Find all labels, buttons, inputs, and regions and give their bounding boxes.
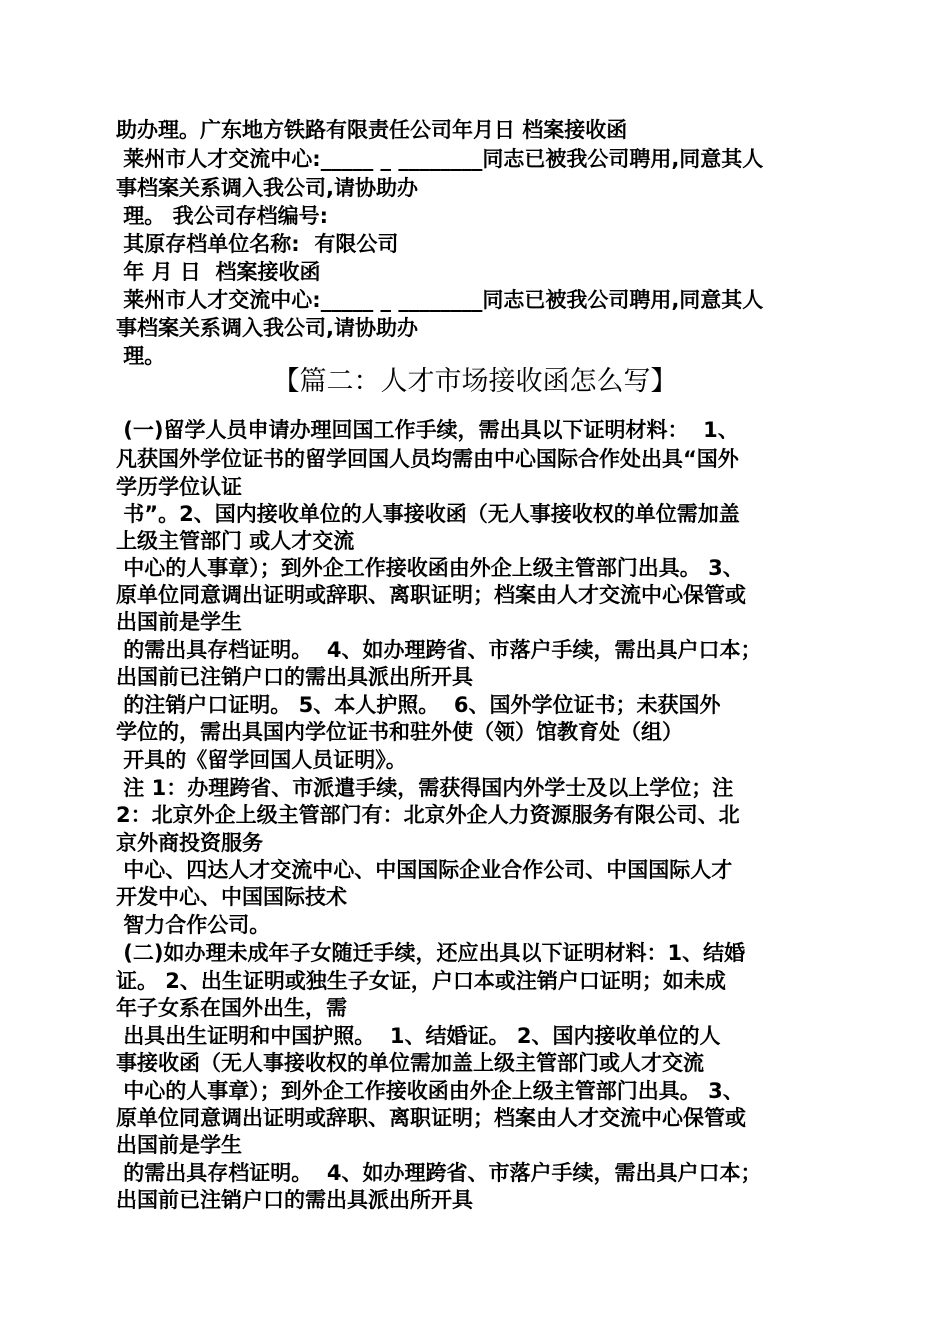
text-line: 上级主管部门 或人才交流 <box>116 529 355 553</box>
text-line: (二)如办理未成年子女随迁手续，还应出具以下证明材料：1、结婚 <box>116 941 746 965</box>
text-line: 的需出具存档证明。 4、如办理跨省、市落户手续，需出具户口本； <box>116 1161 762 1185</box>
text-line: 凡获国外学位证书的留学回国人员均需由中心国际合作处出具“国外 <box>116 447 739 471</box>
text-line: 出国前是学生 <box>116 1133 242 1157</box>
text-line: 出国前已注销户口的需出具派出所开具 <box>116 665 473 689</box>
text-line: 智力合作公司。 <box>116 913 271 937</box>
text-line: 其原存档单位名称: 有限公司 <box>116 232 399 256</box>
text-line: 开发中心、中国国际技术 <box>116 885 347 909</box>
text-line: 书”。2、国内接收单位的人事接收函（无人事接收权的单位需加盖 <box>116 502 740 526</box>
text-line: 京外商投资服务 <box>116 831 263 855</box>
text-line: 原单位同意调出证明或辞职、离职证明；档案由人才交流中心保管或 <box>116 583 746 607</box>
text-line: 的需出具存档证明。 4、如办理跨省、市落户手续，需出具户口本； <box>116 638 762 662</box>
text-line: 年 月 日 档案接收函 <box>116 260 321 284</box>
text-line: 理。 <box>116 344 166 368</box>
text-line: 注 1：办理跨省、市派遣手续，需获得国内外学士及以上学位；注 <box>116 776 734 800</box>
text-line: 事接收函（无人事接收权的单位需加盖上级主管部门或人才交流 <box>116 1051 704 1075</box>
text-line: 中心的人事章）；到外企工作接收函由外企上级主管部门出具。 3、 <box>116 1079 744 1103</box>
text-line: 学位的，需出具国内学位证书和驻外使（领）馆教育处（组） <box>116 720 683 744</box>
text-line: 开具的《留学回国人员证明》。 <box>116 748 407 772</box>
text-line: 莱州市人才交流中心:_____ _ ________同志已被我公司聘用,同意其人 <box>116 288 764 312</box>
text-line: 理。 我公司存档编号: <box>116 204 329 228</box>
text-line: 出国前已注销户口的需出具派出所开具 <box>116 1188 473 1212</box>
text-line: 的注销户口证明。 5、本人护照。 6、国外学位证书；未获国外 <box>116 693 721 717</box>
text-line: 莱州市人才交流中心:_____ _ ________同志已被我公司聘用,同意其人 <box>116 147 764 171</box>
text-line: 助办理。广东地方铁路有限责任公司年月日 档案接收函 <box>116 118 628 142</box>
text-line: 学历学位认证 <box>116 475 242 499</box>
text-line: 事档案关系调入我公司,请协助办 <box>116 316 418 340</box>
text-line: 中心、四达人才交流中心、中国国际企业合作公司、中国国际人才 <box>116 858 733 882</box>
section-heading: 【篇二：人才市场接收函怎么写】 <box>272 366 678 397</box>
text-line: 出具出生证明和中国护照。 1、结婚证。 2、国内接收单位的人 <box>116 1024 721 1048</box>
text-line: 证。 2、出生证明或独生子女证，户口本或注销户口证明；如未成 <box>116 969 726 993</box>
text-line: 中心的人事章）；到外企工作接收函由外企上级主管部门出具。 3、 <box>116 556 744 580</box>
text-line: 2：北京外企上级主管部门有：北京外企人力资源服务有限公司、北 <box>116 803 740 827</box>
text-line: 事档案关系调入我公司,请协助办 <box>116 176 418 200</box>
text-line: 出国前是学生 <box>116 610 242 634</box>
text-line: 年子女系在国外出生，需 <box>116 996 347 1020</box>
text-line: 原单位同意调出证明或辞职、离职证明；档案由人才交流中心保管或 <box>116 1106 746 1130</box>
text-line: (一)留学人员申请办理回国工作手续，需出具以下证明材料： 1、 <box>116 418 739 442</box>
